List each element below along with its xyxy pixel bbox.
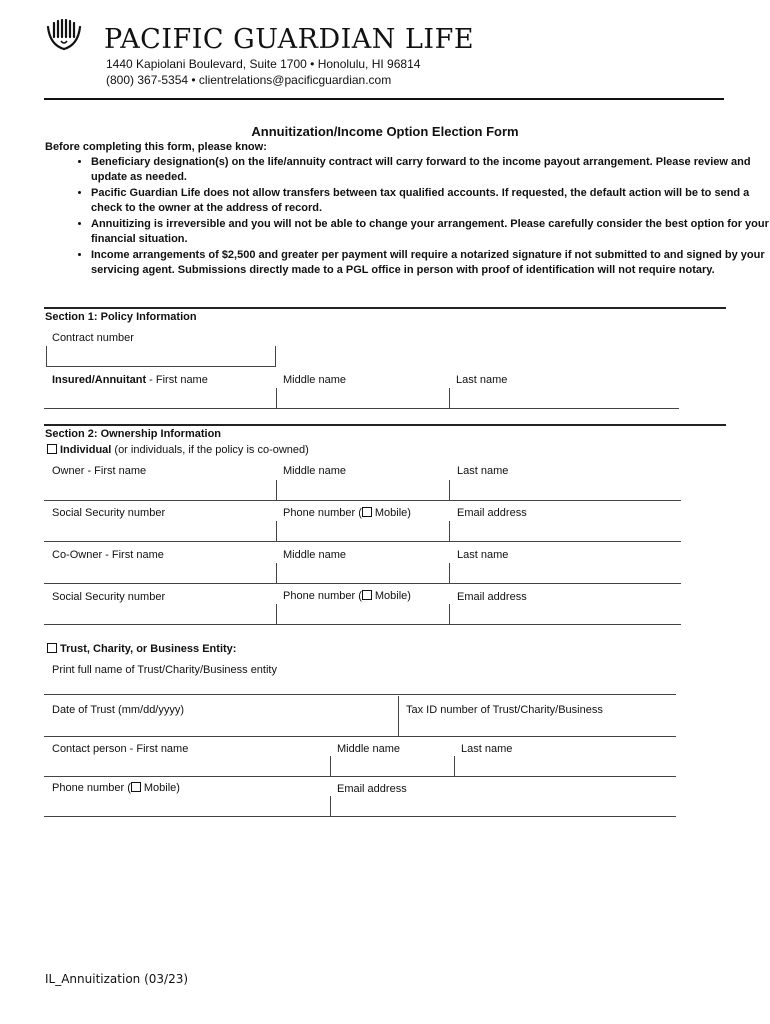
instruction-item: • Income arrangements of $2,500 and greater per payment will require a notarized signature if not submitted to and signed by your servicing agent. Submissions directly made to a PGL office in person with proof of identification will not require notary. bbox=[91, 248, 770, 278]
coowner-email-label: Email address bbox=[457, 591, 527, 603]
field-border bbox=[276, 521, 277, 541]
owner-mobile-checkbox[interactable] bbox=[362, 507, 372, 517]
individual-option[interactable]: Individual (or individuals, if the policy is co-owned) bbox=[47, 444, 309, 456]
insured-first-name-label: Insured/Annuitant - First name bbox=[52, 374, 208, 386]
trust-option[interactable]: Trust, Charity, or Business Entity: bbox=[47, 643, 236, 655]
field-border bbox=[449, 521, 450, 541]
coowner-first-name-label: Co-Owner - First name bbox=[52, 549, 164, 561]
instruction-list bbox=[45, 155, 770, 279]
field-border bbox=[398, 696, 399, 736]
contact-phone-email-field[interactable] bbox=[44, 816, 676, 817]
owner-phone-label: Phone number ( Mobile) bbox=[283, 507, 411, 519]
field-border bbox=[275, 346, 276, 366]
coowner-phone-label: Phone number ( Mobile) bbox=[283, 590, 411, 602]
owner-ssn-label: Social Security number bbox=[52, 507, 166, 519]
owner-first-name-label: Owner - First name bbox=[52, 465, 147, 477]
insured-middle-name-label: Middle name bbox=[283, 374, 346, 386]
contact-email-label: Email address bbox=[337, 783, 407, 795]
trust-name-label: Print full name of Trust/Charity/Business entity bbox=[52, 664, 277, 676]
section1-divider bbox=[44, 307, 726, 309]
section2-divider bbox=[44, 424, 726, 426]
company-contact: (800) 367-5354 • clientrelations@pacificguardian.com bbox=[106, 73, 392, 87]
coowner-ssn-label: Social Security number bbox=[52, 591, 166, 603]
section2-heading: Section 2: Ownership Information bbox=[45, 428, 222, 440]
contract-number-label: Contract number bbox=[52, 332, 134, 344]
trust-date-taxid-field[interactable] bbox=[44, 736, 676, 737]
section1-heading: Section 1: Policy Information bbox=[45, 311, 197, 323]
instruction-item: • Pacific Guardian Life does not allow transfers between tax qualified accounts. If requested, the default action will be to send a check to the owner at the address of record. bbox=[91, 186, 770, 216]
field-border bbox=[449, 563, 450, 583]
coowner-middle-name-label: Middle name bbox=[283, 549, 346, 561]
field-border bbox=[454, 756, 455, 776]
company-name: PACIFIC GUARDIAN LIFE bbox=[104, 24, 475, 55]
contact-mobile-checkbox[interactable] bbox=[131, 782, 141, 792]
coowner-contact-field[interactable] bbox=[44, 624, 681, 625]
form-id-footer: IL_Annuitization (03/23) bbox=[45, 972, 189, 986]
contact-first-name-label: Contact person - First name bbox=[52, 743, 189, 755]
coowner-mobile-checkbox[interactable] bbox=[362, 590, 372, 600]
instruction-item: • Beneficiary designation(s) on the life/annuity contract will carry forward to the income payout arrangement. Please review and update as needed. bbox=[91, 155, 770, 185]
instruction-item: • Annuitizing is irreversible and you will not be able to change your arrangement. Please carefully consider the best option for your financial situation. bbox=[91, 217, 770, 247]
form-title: Annuitization/Income Option Election Form bbox=[251, 124, 519, 139]
field-border bbox=[449, 480, 450, 500]
field-border bbox=[276, 388, 277, 408]
contact-name-field[interactable] bbox=[44, 776, 676, 777]
coowner-last-name-label: Last name bbox=[457, 549, 509, 561]
coowner-name-field[interactable] bbox=[44, 583, 681, 584]
contact-middle-name-label: Middle name bbox=[337, 743, 400, 755]
owner-last-name-label: Last name bbox=[457, 465, 509, 477]
owner-email-label: Email address bbox=[457, 507, 527, 519]
company-logo-icon bbox=[44, 19, 94, 55]
field-border bbox=[276, 604, 277, 624]
field-border bbox=[449, 388, 450, 408]
individual-checkbox[interactable] bbox=[47, 444, 57, 454]
insured-last-name-label: Last name bbox=[456, 374, 508, 386]
field-border bbox=[276, 563, 277, 583]
company-address: 1440 Kapiolani Boulevard, Suite 1700 • Honolulu, HI 96814 bbox=[106, 57, 421, 71]
insured-name-field[interactable] bbox=[44, 408, 679, 409]
owner-contact-field[interactable] bbox=[44, 541, 681, 542]
owner-middle-name-label: Middle name bbox=[283, 465, 346, 477]
field-border bbox=[330, 756, 331, 776]
owner-name-field[interactable] bbox=[44, 500, 681, 501]
contact-last-name-label: Last name bbox=[461, 743, 513, 755]
field-border bbox=[330, 796, 331, 816]
trust-checkbox[interactable] bbox=[47, 643, 57, 653]
field-border bbox=[46, 346, 47, 366]
contract-number-field[interactable] bbox=[46, 366, 276, 367]
contact-phone-label: Phone number ( Mobile) bbox=[52, 782, 180, 794]
header-divider bbox=[44, 98, 724, 100]
field-border bbox=[449, 604, 450, 624]
intro-text: Before completing this form, please know: bbox=[45, 141, 267, 153]
trust-tax-id-label: Tax ID number of Trust/Charity/Business bbox=[406, 704, 603, 716]
trust-date-label: Date of Trust (mm/dd/yyyy) bbox=[52, 704, 185, 716]
trust-name-field[interactable] bbox=[44, 694, 676, 695]
field-border bbox=[276, 480, 277, 500]
